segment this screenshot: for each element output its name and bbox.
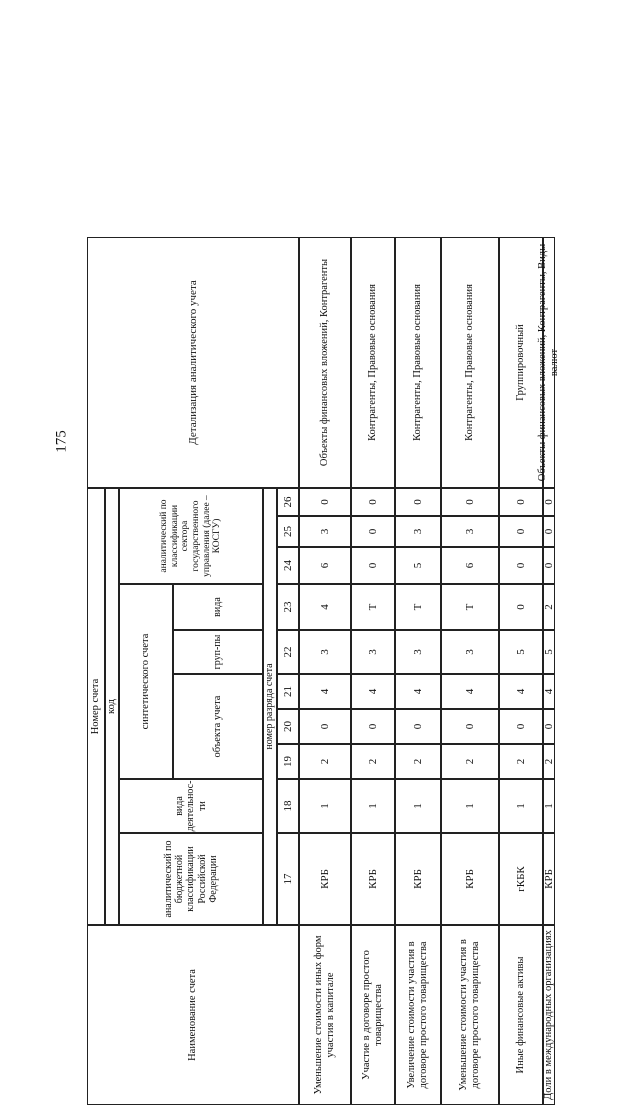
- row-name: Иные финансовые активы: [499, 925, 543, 1105]
- row-detail: Контрагенты, Правовые основания: [395, 237, 441, 488]
- digit-19: 19: [277, 744, 299, 779]
- row-cell-c23: Т: [351, 584, 395, 630]
- row-cell-c26: 0: [441, 488, 499, 516]
- row-cell-c26: 0: [543, 488, 555, 516]
- header-analytic-kosgu: аналитический по классификации сектора государственного управления (далее – КОСГУ): [119, 488, 263, 584]
- digit-20: 20: [277, 709, 299, 744]
- header-analytic-bk: аналитический по бюджетной классификации Российской Федерации: [119, 833, 263, 925]
- row-cell-c20: 0: [499, 709, 543, 744]
- row-cell-c20: 0: [543, 709, 555, 744]
- row-cell-c24: 6: [299, 547, 351, 584]
- row-cell-c17: КРБ: [441, 833, 499, 925]
- row-cell-c17: КРБ: [395, 833, 441, 925]
- row-cell-c19: 2: [351, 744, 395, 779]
- row-cell-c18: 1: [499, 779, 543, 833]
- row-detail: Объекты финансовых вложений, Контрагенты: [299, 237, 351, 488]
- row-cell-c23: Т: [441, 584, 499, 630]
- row-cell-c21: 4: [351, 674, 395, 709]
- row-cell-c17: КРБ: [299, 833, 351, 925]
- header-code: код: [105, 488, 119, 925]
- digit-18: 18: [277, 779, 299, 833]
- digit-21: 21: [277, 674, 299, 709]
- row-cell-c21: 4: [299, 674, 351, 709]
- row-cell-c22: 3: [299, 630, 351, 674]
- row-cell-c25: 0: [499, 516, 543, 547]
- row-cell-c18: 1: [395, 779, 441, 833]
- row-cell-c26: 0: [395, 488, 441, 516]
- row-cell-c25: 3: [441, 516, 499, 547]
- row-cell-c23: 2: [543, 584, 555, 630]
- row-cell-c19: 2: [395, 744, 441, 779]
- row-cell-c26: 0: [351, 488, 395, 516]
- row-cell-c26: 0: [299, 488, 351, 516]
- row-name: Уменьшение стоимости иных форм участия в капитале: [299, 925, 351, 1105]
- header-activity: вида деятельнос-ти: [119, 779, 263, 833]
- row-cell-c20: 0: [441, 709, 499, 744]
- row-cell-c24: 6: [441, 547, 499, 584]
- digit-26: 26: [277, 488, 299, 516]
- row-cell-c25: 3: [299, 516, 351, 547]
- row-cell-c26: 0: [499, 488, 543, 516]
- digit-22: 22: [277, 630, 299, 674]
- header-digit-number: номер разряда счета: [263, 488, 277, 925]
- row-cell-c22: 3: [351, 630, 395, 674]
- row-cell-c22: 5: [499, 630, 543, 674]
- digit-25: 25: [277, 516, 299, 547]
- row-cell-c21: 4: [543, 674, 555, 709]
- row-cell-c24: 0: [499, 547, 543, 584]
- row-cell-c23: 4: [299, 584, 351, 630]
- row-cell-c25: 0: [543, 516, 555, 547]
- row-cell-c25: 3: [395, 516, 441, 547]
- row-cell-c19: 2: [543, 744, 555, 779]
- row-cell-c22: 3: [441, 630, 499, 674]
- digit-17: 17: [277, 833, 299, 925]
- row-name: Уменьшение стоимости участия в договоре простого товарищества: [441, 925, 499, 1105]
- row-cell-c22: 3: [395, 630, 441, 674]
- row-cell-c24: 0: [351, 547, 395, 584]
- header-object: объекта учета: [173, 674, 263, 779]
- row-cell-c23: Т: [395, 584, 441, 630]
- row-cell-c23: 0: [499, 584, 543, 630]
- document-sheet: [87, 237, 560, 1105]
- row-cell-c20: 0: [395, 709, 441, 744]
- row-cell-c21: 4: [441, 674, 499, 709]
- row-cell-c24: 0: [543, 547, 555, 584]
- row-cell-c19: 2: [299, 744, 351, 779]
- row-cell-c18: 1: [441, 779, 499, 833]
- digit-23: 23: [277, 584, 299, 630]
- header-detail: Детализация аналитического учета: [87, 237, 299, 488]
- row-cell-c20: 0: [299, 709, 351, 744]
- row-detail: Объекты финансовых вложений, Контрагенты, Виды валют: [543, 237, 555, 488]
- digit-24: 24: [277, 547, 299, 584]
- row-detail: Группировочный: [499, 237, 543, 488]
- row-cell-c21: 4: [499, 674, 543, 709]
- row-cell-c21: 4: [395, 674, 441, 709]
- row-name: Участие в договоре простого товарищества: [351, 925, 395, 1105]
- row-cell-c20: 0: [351, 709, 395, 744]
- row-cell-c25: 0: [351, 516, 395, 547]
- row-detail: Контрагенты, Правовые основания: [351, 237, 395, 488]
- header-account-number: Номер счета: [87, 488, 105, 925]
- row-name: Доли в международных организациях: [543, 925, 555, 1105]
- header-name: Наименование счета: [87, 925, 299, 1105]
- row-cell-c22: 5: [543, 630, 555, 674]
- row-cell-c19: 2: [499, 744, 543, 779]
- page-number: 175: [53, 430, 70, 453]
- row-cell-c18: 1: [299, 779, 351, 833]
- row-cell-c17: гКБК: [499, 833, 543, 925]
- header-kind: вида: [173, 584, 263, 630]
- row-cell-c18: 1: [543, 779, 555, 833]
- row-detail: Контрагенты, Правовые основания: [441, 237, 499, 488]
- header-synthetic: синтетического счета: [119, 584, 173, 779]
- row-cell-c24: 5: [395, 547, 441, 584]
- header-group: груп-пы: [173, 630, 263, 674]
- row-cell-c19: 2: [441, 744, 499, 779]
- row-cell-c17: КРБ: [351, 833, 395, 925]
- row-cell-c18: 1: [351, 779, 395, 833]
- row-cell-c17: КРБ: [543, 833, 555, 925]
- row-name: Увеличение стоимости участия в договоре простого товарищества: [395, 925, 441, 1105]
